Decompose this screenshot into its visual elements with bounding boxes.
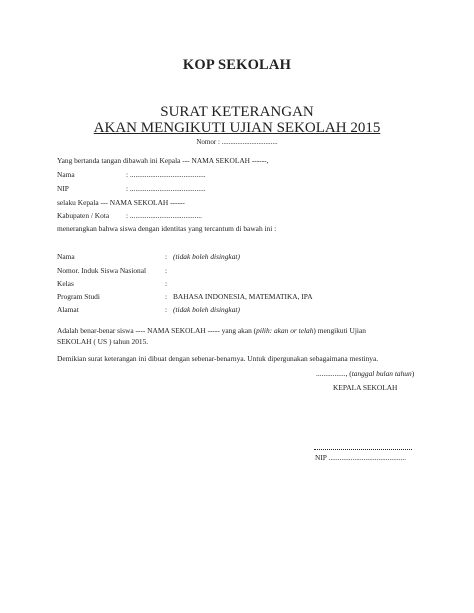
signature-place: ................, (	[316, 369, 352, 378]
signature-line	[314, 449, 412, 450]
statement-paragraph-line1	[57, 326, 366, 335]
signer-district-value: : .......................................	[126, 211, 202, 220]
student-address-label: Alamat	[57, 305, 79, 314]
signature-date: ................, (tanggal bulan tahun)	[316, 369, 415, 378]
student-name-value: (tidak boleh disingkat)	[173, 252, 240, 261]
signature-date-hint: tanggal bulan tahun	[351, 369, 412, 378]
intro-text: Yang bertanda tangan dibawah ini Kepala --- NAMA SEKOLAH ------,	[57, 156, 269, 165]
student-program-label: Program Studi	[57, 292, 100, 301]
statement-text-a: Adalah benar-benar siswa ---- NAMA SEKOLAH ----- yang akan (	[57, 326, 257, 335]
student-nisn-label: Nomor. Induk Siswa Nasional	[57, 266, 147, 275]
school-letterhead: KOP SEKOLAH	[182, 57, 292, 73]
statement-paragraph-line2: SEKOLAH ( US ) tahun 2015.	[57, 337, 149, 346]
signer-name-label: Nama	[57, 170, 75, 179]
student-program-colon: :	[165, 292, 168, 301]
letter-title: SURAT KETERANGAN	[160, 104, 314, 120]
statement-text-b: ) mengikuti Ujian	[313, 326, 366, 335]
letter-number: Nomor : ................................	[196, 138, 278, 146]
student-nisn-colon: :	[165, 266, 168, 275]
signer-role-text: selaku Kepala --- NAMA SEKOLAH ------	[57, 198, 185, 207]
student-name-colon: :	[165, 252, 168, 261]
student-program-value: BAHASA INDONESIA, MATEMATIKA, IPA	[173, 292, 313, 301]
signature-role: KEPALA SEKOLAH	[333, 383, 398, 392]
signer-name-value: : .........................................	[126, 170, 206, 179]
student-address-value: (tidak boleh disingkat)	[173, 305, 240, 314]
student-address-colon: :	[165, 305, 168, 314]
student-name-label: Nama	[57, 252, 75, 261]
signer-district-label: Kabupaten / Kota	[57, 211, 110, 220]
letter-subtitle: AKAN MENGIKUTI UJIAN SEKOLAH 2015	[93, 120, 381, 136]
signer-nip-label: NIP	[57, 184, 69, 193]
student-class-colon: :	[165, 279, 168, 288]
declaration-text: menerangkan bahwa siswa dengan identitas yang tercantum di bawah ini :	[57, 224, 277, 233]
signature-nip: NIP ..........................................	[315, 453, 407, 462]
statement-choice-hint: pilih: akan or telah	[256, 326, 314, 335]
closing-paragraph: Demikian surat keterangan ini dibuat dengan sebenar-benarnya. Untuk dipergunakan sebagaimana mestinya.	[57, 354, 379, 363]
signer-nip-value: : .........................................	[126, 184, 206, 193]
student-class-label: Kelas	[57, 279, 74, 288]
